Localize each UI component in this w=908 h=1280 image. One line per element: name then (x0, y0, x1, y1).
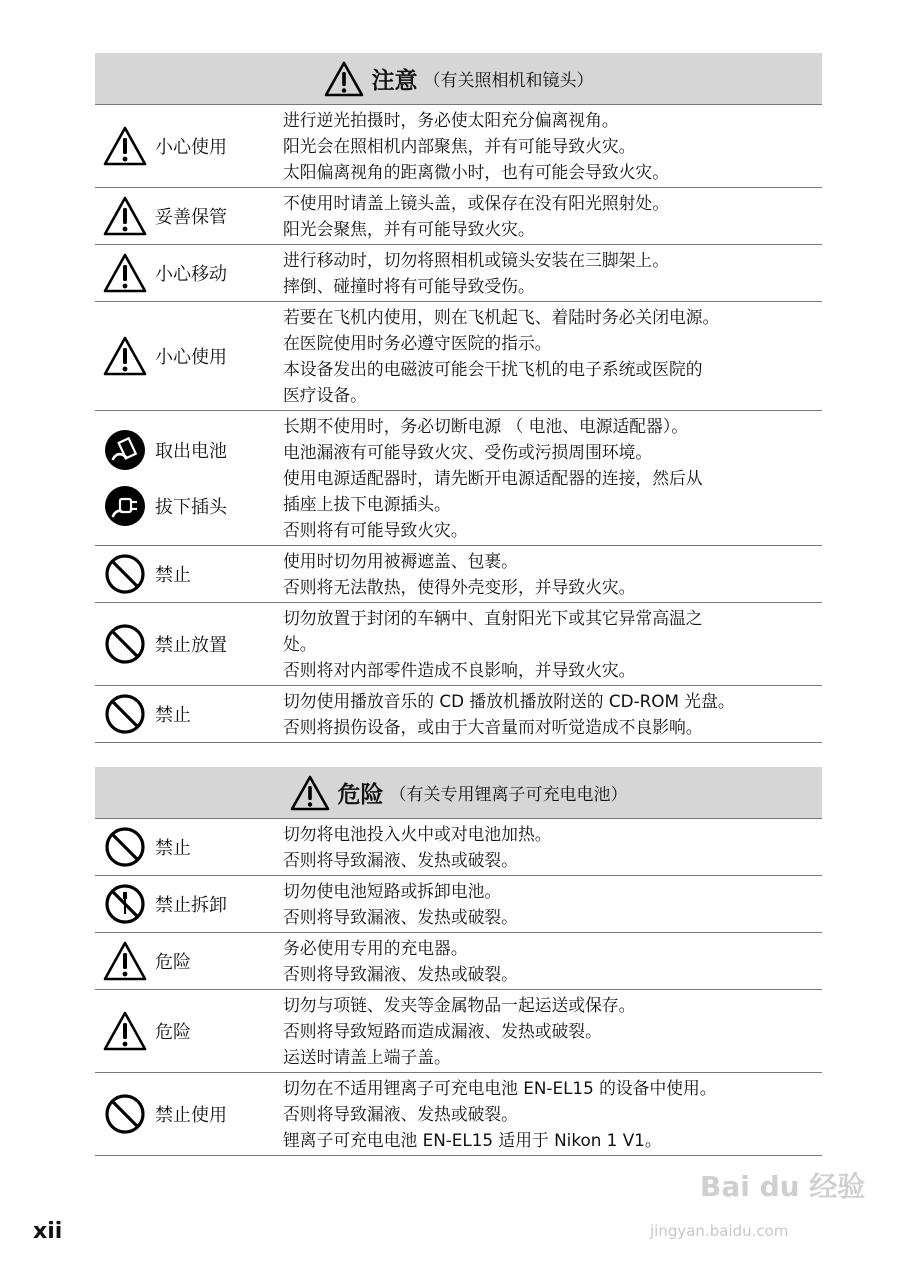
description-line: 进行逆光拍摄时，务必使太阳充分偏离视角。 (283, 110, 619, 130)
watermark-url: jingyan.baidu.com (650, 1222, 789, 1240)
description-line: 切勿将电池投入火中或对电池加热。 (283, 824, 552, 844)
row-label (102, 195, 283, 237)
description-line: 否则将有可能导致火灾。 (283, 520, 468, 540)
row-label (102, 1093, 283, 1135)
description-line: 运送时请盖上端子盖。 (283, 1047, 451, 1067)
row-label-cell (95, 245, 283, 301)
watermark-logo: Bai du 经验 (700, 1170, 866, 1203)
row-description (283, 686, 822, 742)
description-line: 使用电源适配器时，请先断开电源适配器的连接，然后从 (283, 468, 703, 488)
row-label-cell (95, 819, 283, 875)
description-line: 医疗设备。 (283, 385, 367, 405)
row-description (283, 1073, 822, 1155)
row-label-text: 禁止放置 (155, 635, 227, 656)
table-row (95, 990, 822, 1073)
prohibited-icon (102, 1093, 148, 1135)
description-line: 电池漏液有可能导致火灾、受伤或污损周围环境。 (283, 442, 653, 462)
row-description (283, 188, 822, 244)
description-line: 摔倒、碰撞时将有可能导致受伤。 (283, 276, 535, 296)
row-label-text: 拔下插头 (155, 497, 227, 518)
danger-title: 危险 (337, 782, 384, 808)
table-row (95, 819, 822, 876)
description-line: 不使用时请盖上镜头盖，或保存在没有阳光照射处。 (283, 193, 669, 213)
prohibited-icon (102, 826, 148, 868)
table-row (95, 105, 822, 188)
row-label (102, 429, 283, 471)
row-label-text: 小心使用 (155, 137, 227, 158)
row-label-cell (95, 546, 283, 602)
row-label-text: 危险 (155, 952, 191, 973)
row-description (283, 245, 822, 301)
description-line: 太阳偏离视角的距离微小时，也有可能会导致火灾。 (283, 162, 669, 182)
caution-section (95, 53, 822, 743)
row-label-text: 取出电池 (155, 441, 227, 462)
prohibited-icon (102, 693, 148, 735)
description-line: 本设备发出的电磁波可能会干扰飞机的电子系统或医院的 (283, 359, 703, 379)
row-label-cell (95, 188, 283, 244)
warning-triangle-icon (102, 252, 148, 294)
prohibited-icon (102, 553, 148, 595)
description-line: 否则将导致短路而造成漏液、发热或破裂。 (283, 1021, 602, 1041)
table-row (95, 933, 822, 990)
safety-page (95, 53, 822, 1156)
row-description (283, 990, 822, 1072)
danger-header (95, 767, 822, 819)
page-number: xii (33, 1219, 63, 1244)
description-line: 否则将无法散热，使得外壳变形，并导致火灾。 (283, 577, 636, 597)
row-description (283, 819, 822, 875)
table-row (95, 876, 822, 933)
description-line: 处。 (283, 634, 317, 654)
warning-triangle-icon (324, 61, 364, 97)
danger-subtitle: （有关专用锂离子可充电电池） (389, 785, 628, 805)
description-line: 插座上拔下电源插头。 (283, 494, 451, 514)
description-line: 切勿与项链、发夹等金属物品一起运送或保存。 (283, 995, 636, 1015)
description-line: 否则将损伤设备，或由于大音量而对听觉造成不良影响。 (283, 717, 703, 737)
row-label-text: 小心使用 (155, 347, 227, 368)
description-line: 若要在飞机内使用，则在飞机起飞、着陆时务必关闭电源。 (283, 307, 720, 327)
description-line: 长期不使用时，务必切断电源 （ 电池、电源适配器）。 (283, 416, 689, 436)
row-label-cell (95, 933, 283, 989)
row-label-cell (95, 411, 283, 545)
row-label-text: 禁止 (155, 705, 191, 726)
description-line: 进行移动时，切勿将照相机或镜头安装在三脚架上。 (283, 250, 669, 270)
row-label-text: 妥善保管 (155, 207, 227, 228)
description-line: 切勿使用播放音乐的 CD 播放机播放附送的 CD-ROM 光盘。 (283, 691, 735, 711)
row-label-cell (95, 105, 283, 187)
description-line: 在医院使用时务必遵守医院的指示。 (283, 333, 552, 353)
table-row (95, 188, 822, 245)
table-row (95, 1073, 822, 1156)
row-label (102, 252, 283, 294)
row-label-cell (95, 990, 283, 1072)
prohibited-icon (102, 623, 148, 665)
description-line: 切勿使电池短路或拆卸电池。 (283, 881, 502, 901)
row-description (283, 603, 822, 685)
row-label-cell (95, 302, 283, 410)
description-line: 阳光会在照相机内部聚焦，并有可能导致火灾。 (283, 136, 636, 156)
table-row (95, 546, 822, 603)
warning-triangle-icon (102, 195, 148, 237)
row-label (102, 883, 283, 925)
description-line: 切勿在不适用锂离子可充电电池 EN-EL15 的设备中使用。 (283, 1078, 717, 1098)
description-line: 使用时切勿用被褥遮盖、包裹。 (283, 551, 518, 571)
remove-battery-icon (102, 429, 148, 471)
description-line: 阳光会聚焦，并有可能导致火灾。 (283, 219, 535, 239)
description-line: 否则将导致漏液、发热或破裂。 (283, 850, 518, 870)
caution-subtitle: （有关照相机和镜头） (423, 71, 594, 91)
warning-triangle-icon (102, 1010, 148, 1052)
table-row (95, 603, 822, 686)
table-row (95, 686, 822, 743)
row-label-text: 禁止 (155, 565, 191, 586)
table-row (95, 411, 822, 546)
row-label-text: 禁止使用 (155, 1105, 227, 1126)
row-label (102, 485, 283, 527)
warning-triangle-icon (102, 125, 148, 167)
row-description (283, 546, 822, 602)
row-label-text: 禁止 (155, 838, 191, 859)
danger-section (95, 767, 822, 1156)
caution-title: 注意 (371, 68, 418, 94)
table-row (95, 245, 822, 302)
row-label (102, 826, 283, 868)
row-description (283, 105, 822, 187)
description-line: 切勿放置于封闭的车辆中、直射阳光下或其它异常高温之 (283, 608, 703, 628)
row-label (102, 553, 283, 595)
warning-triangle-icon (102, 940, 148, 982)
warning-triangle-icon (290, 775, 330, 811)
row-label-text: 禁止拆卸 (155, 895, 227, 916)
row-label (102, 125, 283, 167)
table-row (95, 302, 822, 411)
row-label (102, 940, 283, 982)
row-label-cell (95, 1073, 283, 1155)
description-line: 否则将导致漏液、发热或破裂。 (283, 907, 518, 927)
row-label (102, 623, 283, 665)
description-line: 务必使用专用的充电器。 (283, 938, 468, 958)
row-description (283, 876, 822, 932)
row-label (102, 1010, 283, 1052)
row-description (283, 933, 822, 989)
no-disassembly-icon (102, 883, 148, 925)
warning-triangle-icon (102, 335, 148, 377)
description-line: 否则将对内部零件造成不良影响，并导致火灾。 (283, 660, 636, 680)
unplug-icon (102, 485, 148, 527)
row-label (102, 693, 283, 735)
row-label-cell (95, 686, 283, 742)
description-line: 否则将导致漏液、发热或破裂。 (283, 964, 518, 984)
row-label-cell (95, 876, 283, 932)
row-description (283, 302, 822, 410)
row-label-cell (95, 603, 283, 685)
description-line: 锂离子可充电电池 EN-EL15 适用于 Nikon 1 V1。 (283, 1130, 662, 1150)
row-label-text: 小心移动 (155, 264, 227, 285)
row-description (283, 411, 822, 545)
row-label-text: 危险 (155, 1022, 191, 1043)
description-line: 否则将导致漏液、发热或破裂。 (283, 1104, 518, 1124)
row-label (102, 335, 283, 377)
caution-header (95, 53, 822, 105)
